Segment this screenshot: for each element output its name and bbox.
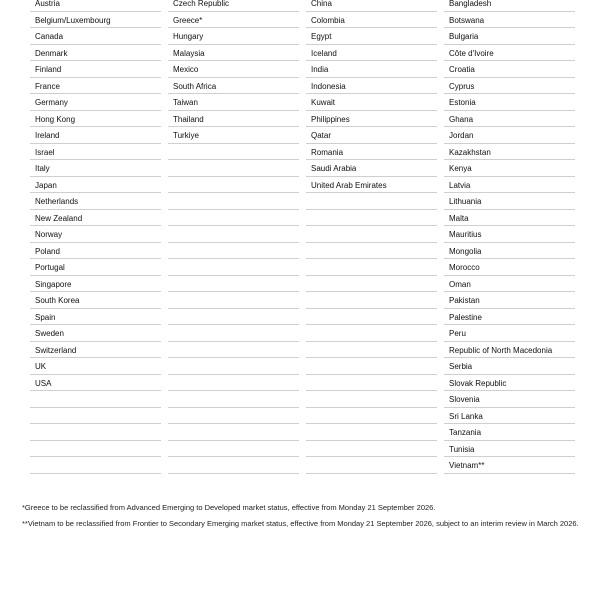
country-cell: Qatar xyxy=(306,127,437,144)
empty-cell xyxy=(168,408,299,425)
country-cell: Romania xyxy=(306,144,437,161)
country-cell: Ireland xyxy=(30,127,161,144)
country-cell: Jordan xyxy=(444,127,575,144)
country-cell: Colombia xyxy=(306,12,437,29)
country-cell: Portugal xyxy=(30,259,161,276)
empty-cell xyxy=(168,309,299,326)
empty-cell xyxy=(168,375,299,392)
empty-cell xyxy=(168,441,299,458)
country-cell: Kenya xyxy=(444,160,575,177)
country-cell: Tunisia xyxy=(444,441,575,458)
country-cell: Sri Lanka xyxy=(444,408,575,425)
footnotes xyxy=(22,500,582,532)
country-cell: Italy xyxy=(30,160,161,177)
empty-cell xyxy=(168,259,299,276)
empty-cell xyxy=(30,424,161,441)
empty-cell xyxy=(168,358,299,375)
country-cell: Philippines xyxy=(306,111,437,128)
empty-cell xyxy=(30,391,161,408)
empty-cell xyxy=(306,243,437,260)
empty-cell xyxy=(168,457,299,474)
empty-cell xyxy=(306,342,437,359)
empty-cell xyxy=(306,210,437,227)
empty-cell xyxy=(306,375,437,392)
country-cell: New Zealand xyxy=(30,210,161,227)
country-cell: Spain xyxy=(30,309,161,326)
country-cell: Norway xyxy=(30,226,161,243)
empty-cell xyxy=(306,193,437,210)
country-cell: Vietnam** xyxy=(444,457,575,474)
country-cell: USA xyxy=(30,375,161,392)
empty-cell xyxy=(306,226,437,243)
country-cell: Morocco xyxy=(444,259,575,276)
country-cell: Saudi Arabia xyxy=(306,160,437,177)
country-cell: Palestine xyxy=(444,309,575,326)
country-cell: Egypt xyxy=(306,28,437,45)
empty-cell xyxy=(30,441,161,458)
country-cell: Poland xyxy=(30,243,161,260)
country-cell: Germany xyxy=(30,94,161,111)
country-cell: Bangladesh xyxy=(444,0,575,12)
table-column xyxy=(444,0,575,474)
empty-cell xyxy=(306,325,437,342)
country-cell: Turkiye xyxy=(168,127,299,144)
country-cell: Botswana xyxy=(444,12,575,29)
country-cell: Croatia xyxy=(444,61,575,78)
empty-cell xyxy=(168,210,299,227)
country-classification-table xyxy=(30,0,576,474)
footnote-vietnam: **Vietnam to be reclassified from Frontier to Secondary Emerging market status, effective from Monday 21 September 2026, subject to an interim review in March 2026. xyxy=(22,519,579,528)
country-cell: Indonesia xyxy=(306,78,437,95)
empty-cell xyxy=(168,342,299,359)
country-cell: Canada xyxy=(30,28,161,45)
country-cell: Ghana xyxy=(444,111,575,128)
country-cell: Mongolia xyxy=(444,243,575,260)
country-cell: UK xyxy=(30,358,161,375)
country-cell: Cyprus xyxy=(444,78,575,95)
country-cell: Sweden xyxy=(30,325,161,342)
country-cell: Lithuania xyxy=(444,193,575,210)
country-cell: Kuwait xyxy=(306,94,437,111)
country-cell: Republic of North Macedonia xyxy=(444,342,575,359)
country-cell: Peru xyxy=(444,325,575,342)
country-cell: Malaysia xyxy=(168,45,299,62)
country-cell: Oman xyxy=(444,276,575,293)
empty-cell xyxy=(168,144,299,161)
empty-cell xyxy=(168,391,299,408)
country-cell: Austria xyxy=(30,0,161,12)
country-cell: Hong Kong xyxy=(30,111,161,128)
country-cell: Finland xyxy=(30,61,161,78)
empty-cell xyxy=(306,391,437,408)
empty-cell xyxy=(306,358,437,375)
empty-cell xyxy=(168,226,299,243)
country-cell: Netherlands xyxy=(30,193,161,210)
country-cell: Singapore xyxy=(30,276,161,293)
empty-cell xyxy=(30,408,161,425)
table-column xyxy=(168,0,299,474)
empty-cell xyxy=(168,193,299,210)
empty-cell xyxy=(306,441,437,458)
country-cell: Czech Republic xyxy=(168,0,299,12)
country-cell: Bulgaria xyxy=(444,28,575,45)
empty-cell xyxy=(168,276,299,293)
country-cell: Mexico xyxy=(168,61,299,78)
country-cell: Taiwan xyxy=(168,94,299,111)
empty-cell xyxy=(306,457,437,474)
empty-cell xyxy=(168,243,299,260)
empty-cell xyxy=(168,292,299,309)
country-cell: Thailand xyxy=(168,111,299,128)
country-cell: Slovak Republic xyxy=(444,375,575,392)
country-cell: United Arab Emirates xyxy=(306,177,437,194)
empty-cell xyxy=(306,408,437,425)
country-cell: Iceland xyxy=(306,45,437,62)
empty-cell xyxy=(168,160,299,177)
country-cell: Kazakhstan xyxy=(444,144,575,161)
empty-cell xyxy=(306,424,437,441)
country-cell: Côte d'Ivoire xyxy=(444,45,575,62)
table-column xyxy=(306,0,437,474)
empty-cell xyxy=(168,177,299,194)
country-cell: Japan xyxy=(30,177,161,194)
empty-cell xyxy=(306,259,437,276)
country-cell: Tanzania xyxy=(444,424,575,441)
empty-cell xyxy=(30,457,161,474)
country-cell: Israel xyxy=(30,144,161,161)
empty-cell xyxy=(168,325,299,342)
country-cell: Greece* xyxy=(168,12,299,29)
footnote-greece: *Greece to be reclassified from Advanced Emerging to Developed market status, effective from Monday 21 September 2026. xyxy=(22,503,436,512)
country-cell: Hungary xyxy=(168,28,299,45)
country-cell: South Africa xyxy=(168,78,299,95)
country-cell: Slovenia xyxy=(444,391,575,408)
country-cell: Serbia xyxy=(444,358,575,375)
country-cell: Estonia xyxy=(444,94,575,111)
country-cell: Denmark xyxy=(30,45,161,62)
country-cell: Latvia xyxy=(444,177,575,194)
empty-cell xyxy=(306,292,437,309)
country-cell: China xyxy=(306,0,437,12)
country-cell: India xyxy=(306,61,437,78)
country-cell: Belgium/Luxembourg xyxy=(30,12,161,29)
country-cell: Switzerland xyxy=(30,342,161,359)
country-cell: Malta xyxy=(444,210,575,227)
country-cell: South Korea xyxy=(30,292,161,309)
empty-cell xyxy=(306,276,437,293)
country-cell: Pakistan xyxy=(444,292,575,309)
table-column xyxy=(30,0,161,474)
country-cell: Mauritius xyxy=(444,226,575,243)
empty-cell xyxy=(168,424,299,441)
country-cell: France xyxy=(30,78,161,95)
empty-cell xyxy=(306,309,437,326)
